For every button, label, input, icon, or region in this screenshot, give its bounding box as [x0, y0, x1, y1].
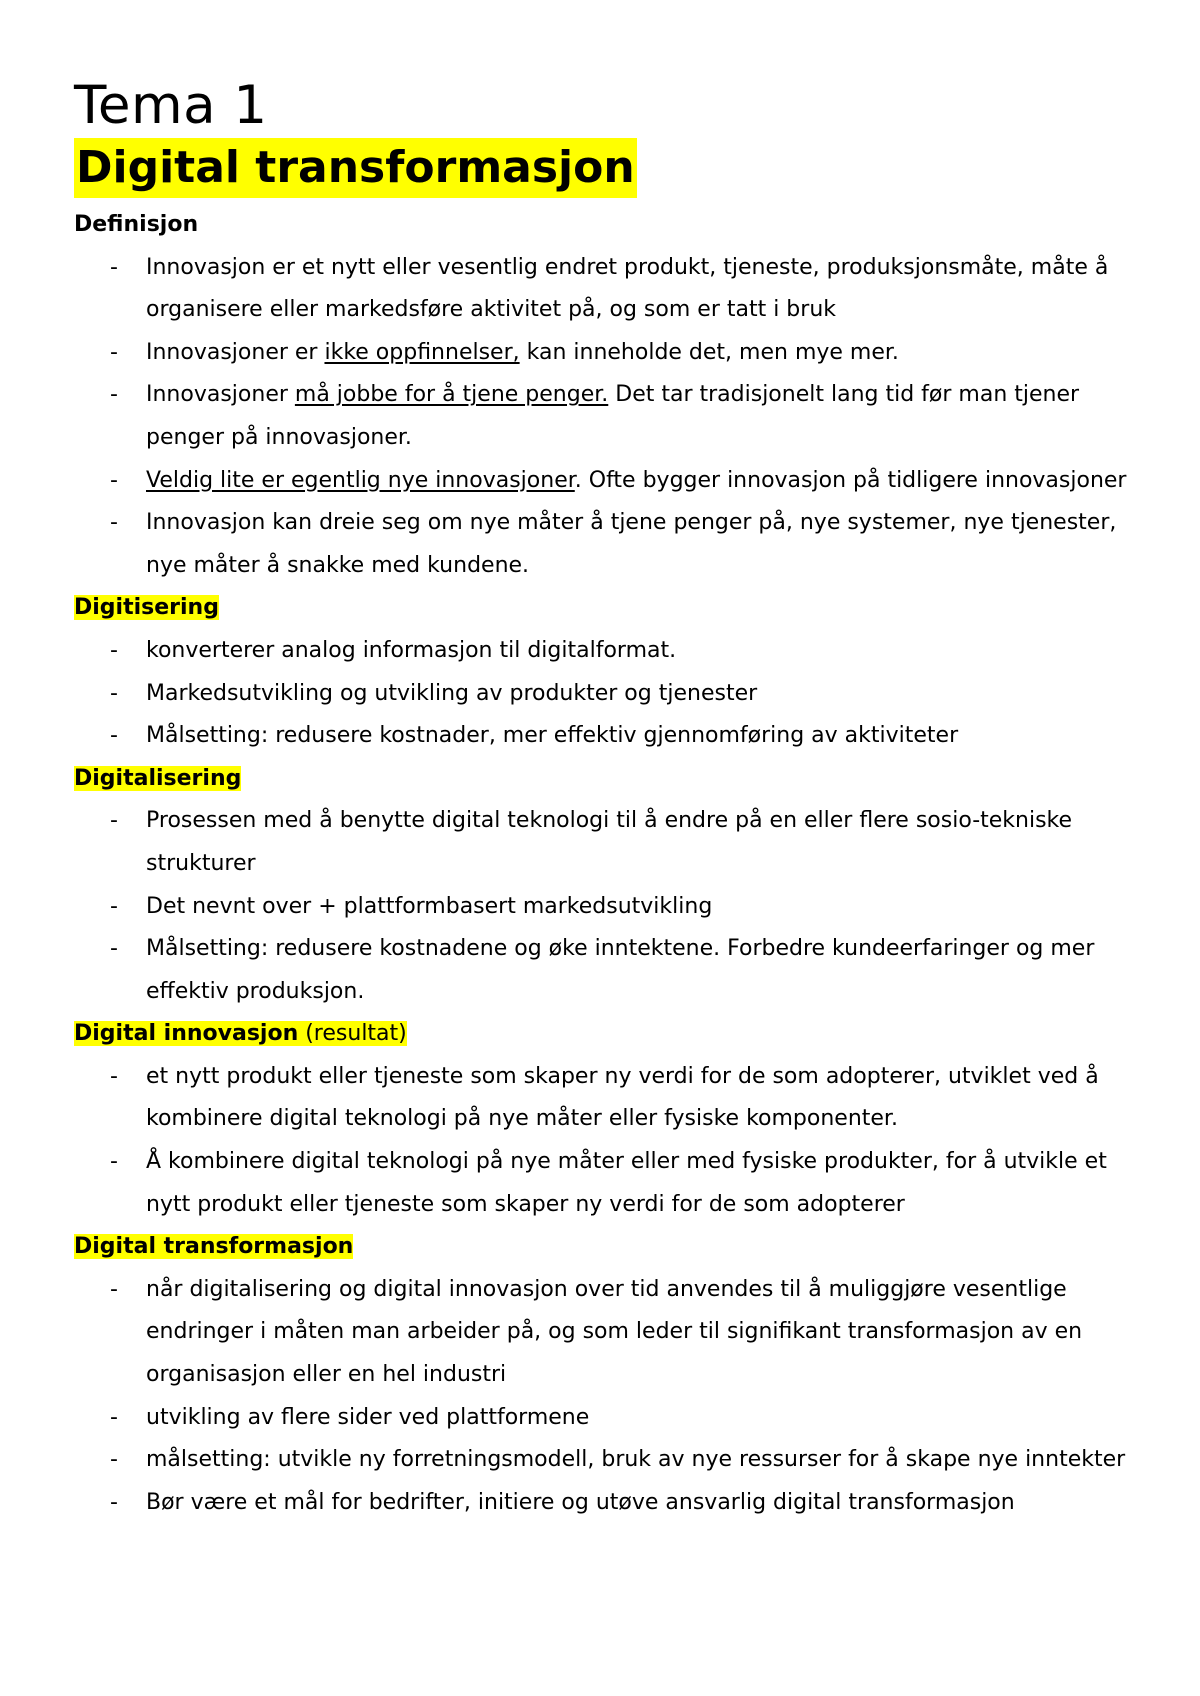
list-item: [74, 673, 1134, 716]
item-text: målsetting: utvikle ny forretningsmodell, bruk av nye ressurser for å skape nye inntekter: [146, 1447, 1126, 1473]
dash-bullet-icon: -: [110, 1063, 118, 1089]
item-text: kan inneholde det, men mye mer.: [519, 339, 899, 365]
item-text: når digitalisering og digital innovasjon over tid anvendes til å muliggjøre vesentlige endringer i måten man arbeider på, og som leder til signifikant transformasjon av en organisasjon eller en hel industri: [146, 1276, 1083, 1388]
list-item: [74, 502, 1134, 587]
list-item: [74, 886, 1134, 929]
dash-bullet-icon: -: [110, 1404, 118, 1430]
dash-bullet-icon: -: [110, 1276, 118, 1302]
dash-bullet-icon: -: [110, 339, 118, 365]
list-item: [74, 1397, 1134, 1440]
list-item: [74, 332, 1134, 375]
section-digital-transformasjon: [74, 1226, 1134, 1524]
dash-bullet-icon: -: [110, 1149, 118, 1175]
list-item: [74, 800, 1134, 885]
item-text: Markedsutvikling og utvikling av produkter og tjenester: [146, 680, 758, 706]
list-item: [74, 374, 1134, 459]
section-heading-label: Digital transformasjon: [74, 1234, 354, 1260]
bullet-list: [74, 247, 1134, 588]
list-item: [74, 1439, 1134, 1482]
list-item: [74, 715, 1134, 758]
dash-bullet-icon: -: [110, 680, 118, 706]
item-text: Bør være et mål for bedrifter, initiere og utøve ansvarlig digital transformasjon: [146, 1489, 1015, 1515]
bullet-list: [74, 1056, 1134, 1226]
section-heading: [74, 758, 1134, 801]
section-digital-innovasjon: [74, 1013, 1134, 1226]
underlined-text: Veldig lite er egentlig nye innovasjoner: [146, 467, 575, 493]
section-heading: [74, 587, 1134, 630]
item-text: Innovasjon er et nytt eller vesentlig endret produkt, tjeneste, produksjonsmåte, måte å organisere eller markedsføre aktivitet på, og som er tatt i bruk: [146, 254, 1109, 323]
list-item: [74, 1269, 1134, 1397]
item-text: Målsetting: redusere kostnadene og øke inntektene. Forbedre kundeerfaringer og mer effektiv produksjon.: [146, 936, 1095, 1004]
document-page: [74, 74, 1134, 1524]
item-text: . Ofte bygger innovasjon på tidligere innovasjoner: [574, 467, 1127, 493]
dash-bullet-icon: -: [110, 723, 118, 749]
section-heading-label: Definisjon: [74, 212, 199, 237]
item-text: Det tar tradisjonelt lang tid før man tjener penger på innovasjoner.: [146, 382, 1080, 450]
item-text: Innovasjoner er: [146, 339, 325, 365]
page-title: Tema 1: [74, 75, 268, 136]
item-text: konverterer analog informasjon til digitalformat.: [146, 637, 677, 663]
item-text: Innovasjoner: [146, 382, 295, 408]
list-item: [74, 460, 1134, 503]
section-definisjon: [74, 204, 1134, 587]
dash-bullet-icon: -: [110, 808, 118, 834]
section-heading-suffix: (resultat): [298, 1021, 407, 1047]
item-text: Det nevnt over + plattformbasert markedsutvikling: [146, 893, 713, 919]
bullet-list: [74, 1269, 1134, 1525]
item-text: et nytt produkt eller tjeneste som skaper ny verdi for de som adopterer, utviklet ved å kombinere digital teknologi på nye måter eller fysiske komponenter.: [146, 1063, 1099, 1132]
section-heading: [74, 204, 1134, 247]
section-heading: [74, 1013, 1134, 1056]
item-text: Innovasjon kan dreie seg om nye måter å tjene penger på, nye systemer, nye tjenester, nye måter å snakke med kundene.: [146, 510, 1117, 578]
dash-bullet-icon: -: [110, 382, 118, 408]
list-item: [74, 630, 1134, 673]
dash-bullet-icon: -: [110, 1447, 118, 1473]
item-text: Målsetting: redusere kostnader, mer effektiv gjennomføring av aktiviteter: [146, 723, 959, 749]
sections-container: [74, 204, 1134, 1524]
dash-bullet-icon: -: [110, 1489, 118, 1515]
dash-bullet-icon: -: [110, 510, 118, 536]
section-digitisering: [74, 587, 1134, 757]
list-item: [74, 1141, 1134, 1226]
item-text: utvikling av flere sider ved plattformene: [146, 1404, 590, 1430]
dash-bullet-icon: -: [110, 467, 118, 493]
dash-bullet-icon: -: [110, 893, 118, 919]
underlined-text: ikke oppfinnelser,: [324, 339, 520, 365]
list-item: [74, 1056, 1134, 1141]
section-heading-label: Digital innovasjon (resultat): [74, 1021, 407, 1047]
section-digitalisering: [74, 758, 1134, 1014]
underlined-text: må jobbe for å tjene penger.: [294, 382, 609, 408]
bullet-list: [74, 630, 1134, 758]
list-item: [74, 247, 1134, 332]
section-heading: [74, 1226, 1134, 1269]
section-heading-label: Digitisering: [74, 595, 219, 621]
list-item: [74, 1482, 1134, 1525]
list-item: [74, 928, 1134, 1013]
page-subtitle: Digital transformasjon: [74, 138, 637, 198]
dash-bullet-icon: -: [110, 637, 118, 663]
item-text: Prosessen med å benytte digital teknologi til å endre på en eller flere sosio-tekniske strukturer: [146, 808, 1073, 876]
section-heading-label: Digitalisering: [74, 765, 242, 791]
item-text: Å kombinere digital teknologi på nye måter eller med fysiske produkter, for å utvikle et nytt produkt eller tjeneste som skaper ny verdi for de som adopterer: [146, 1149, 1107, 1217]
dash-bullet-icon: -: [110, 936, 118, 962]
dash-bullet-icon: -: [110, 254, 118, 280]
bullet-list: [74, 800, 1134, 1013]
